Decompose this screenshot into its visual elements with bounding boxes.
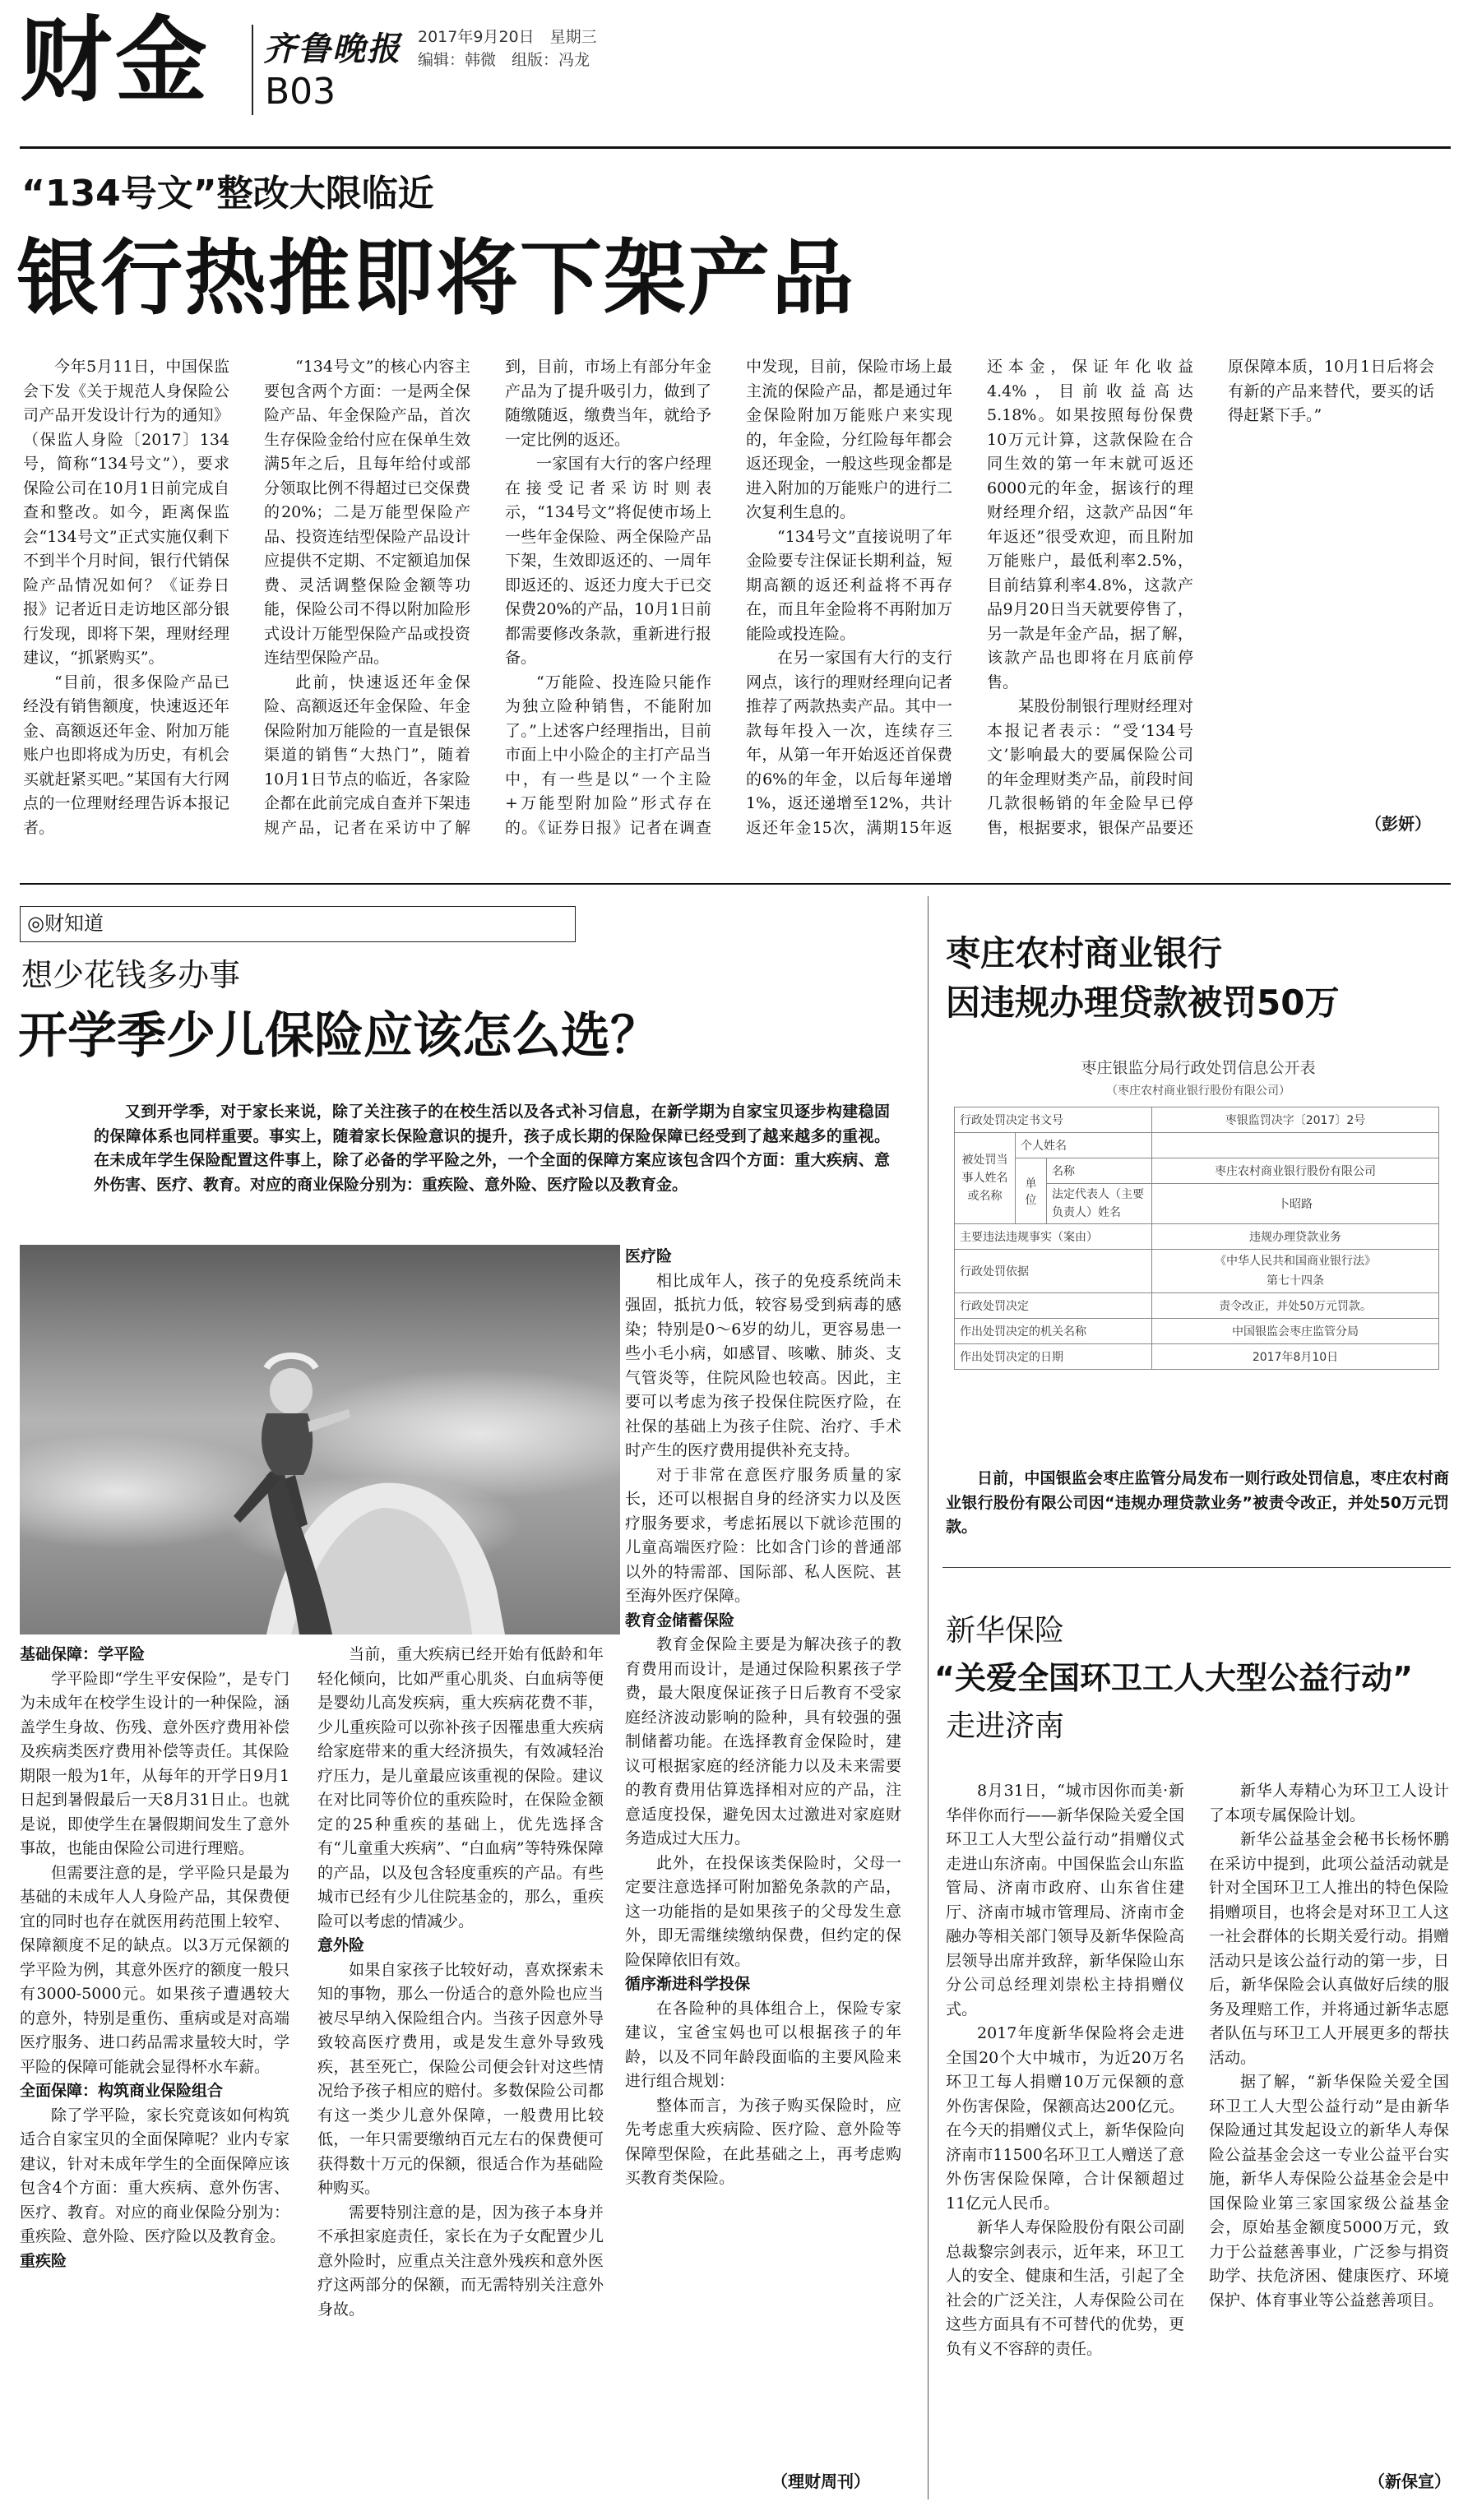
article4-subhead: 走进济南: [946, 1709, 1065, 1743]
cell-fact-value: 违规办理贷款业务: [1152, 1224, 1439, 1250]
penalty-table: [954, 1107, 1439, 1370]
article4-para: 据了解，“新华保险关爱全国环卫工人大型公益行动”是由新华保险通过其发起设立的新华人寿保险公益基金会这一专业公益平台实施，新华人寿保险公益基金会是中国保险业第三家国家级公益基金会，原始基金额度5000万元，致力于公益慈善事业，广泛参与捐资助学、扶危济困、健康医疗、环境保护、体育事业等公益慈善项目。: [1209, 2073, 1449, 2310]
article4-para: 2017年度新华保险将会走进全国20个大中城市，为近20万名环卫工每人捐赠10万元保额的意外伤害保险，保额高达200亿元。在今天的捐赠仪式上，新华保险向济南市11500名环卫工人赠送了意外伤害保险保障，合计保额超过11亿元人民币。: [946, 2024, 1184, 2213]
article2-para: 在各险种的具体组合上，保险专家建议，宝爸宝妈也可以根据孩子的年龄，以及不同年龄段面临的主要风险来进行组合规划：: [625, 1999, 901, 2090]
article2-para: 相比成年人，孩子的免疫系统尚未强固，抵抗力低，较容易受到病毒的感染；特别是0～6岁的幼儿，更容易患一些小毛小病，如感冒、咳嗽、肺炎、支气管炎等，住院风险也较高。因此，主要可以考虑为孩子投保住院医疗险，在社保的基础上为孩子住院、治疗、手术时产生的医疗费用提供补充支持。: [625, 1271, 901, 1459]
cell-doc-no-label: 行政处罚决定书文号: [955, 1107, 1152, 1133]
cell-party-label: 被处罚当事人姓名或名称: [955, 1133, 1016, 1224]
cell-rep-value: 卜昭路: [1152, 1184, 1439, 1224]
cell-name-label: 名称: [1047, 1158, 1152, 1184]
cell-org-label: 作出处罚决定的机关名称: [955, 1319, 1152, 1344]
photo-image: [20, 1245, 620, 1635]
article4-signature: （新保宣）: [1368, 2471, 1451, 2491]
article1-para: “134号文”的核心内容主要包含两个方面：一是两全保险产品、年金保险产品，首次生存保险金给付应在保单生效满5年之后，且每年给付或部分领取比例不得超过已交保费的20%；二是万能型保险产品、投资连结型保险产品设计应提供不定期、不定额追加保费、灵活调整保险金额等功能，保险公司不得以附加险形式设计万能型保险产品或投资连结型保险产品。: [264, 358, 470, 667]
cell-doc-no: 枣银监罚决字〔2017〕2号: [1152, 1107, 1439, 1133]
cell-decision-label: 行政处罚决定: [955, 1293, 1152, 1319]
article4-para: 新华公益基金会秘书长杨怀鹏在采访中提到，此项公益活动就是针对全国环卫工人推出的特色保险捐赠项目，也将会是对环卫工人这一社会群体的长期关爱行动。捐赠活动只是该公益行动的第一步，日后，新华保险会认真做好后续的服务及理赔工作，并将通过新华志愿者队伍与环卫工人开展更多的帮扶活动。: [1209, 1830, 1449, 2067]
cell-basis-label: 行政处罚依据: [955, 1250, 1152, 1293]
page-number: B03: [265, 71, 336, 113]
column-tag: ◎财知道: [20, 906, 576, 942]
article2-para: 整体而言，为孩子购买保险时，应先考虑重大疾病险、医疗险、意外险等保障型保险，在此基础之上，再考虑购买教育类保险。: [625, 2096, 901, 2187]
article1-para: 今年5月11日，中国保监会下发《关于规范人身保险公司产品开发设计行为的通知》（保监人身险〔2017〕134号，简称“134号文”），要求保险公司在10月1日前完成自查和整改。如今，距离保监会“134号文”正式实施仅剩下不到半个月时间，银行代销保险产品情况如何？《证券日报》记者近日走访地区部分银行发现，即将下架，理财经理建议，“抓紧购买”。: [23, 358, 229, 667]
article2-col2: [317, 1643, 604, 2498]
article2-kicker: 想少花钱多办事: [21, 957, 241, 993]
cell-basis-value1: 《中华人民共和国商业银行法》: [1215, 1255, 1376, 1268]
article2-subhead: 教育金储蓄保险: [625, 1611, 735, 1630]
section-title: 财金: [20, 7, 211, 114]
article2-subhead: 医疗险: [625, 1247, 673, 1265]
article2-para: 对于非常在意医疗服务质量的家长，还可以根据自身的经济实力以及医疗服务要求，考虑拓展以下就诊范围的儿童高端医疗险：比如含门诊的普通部以外的特需部、国际部、私人医院、甚至海外医疗保障。: [625, 1465, 901, 1605]
article1-para: 在另一家国有大行的支行网点，该行的理财经理向记者推荐了两款热卖产品。其中一款每年投入一次，连续存三年，从第一年开始返还首保费的6%的年金，以后每年递增1%，返还递增至12%，共计返还年金15次，满期15年返还本金，保证年化收益4.4%，目前收益高达5.18%。如果按照每份保费10万元计算，这款保险在合同生效的第一年末就可返还6000元的年金，据该行的理财经理介绍，这款产品因“年年返还”很受欢迎，而且附加万能账户，最低利率2.5%，目前结算利率4.8%，这款产品9月20日当天就要停售了，另一款是年金产品，据了解，该款产品也即将在月底前停售。: [746, 358, 1193, 837]
article2-subhead: 循序渐进科学投保: [625, 1975, 751, 1993]
article4-para: 新华人寿精心为环卫工人设计了本项专属保险计划。: [1209, 1782, 1449, 1824]
article2-subhead: 基础保障：学平险: [20, 1645, 146, 1663]
penalty-table-subtitle: （枣庄农村商业银行股份有限公司）: [1106, 1084, 1290, 1098]
article4-col1: [946, 1779, 1184, 2495]
article4-para: 8月31日，“城市因你而美·新华伴你而行——新华保险关爱全国环卫工人大型公益行动”捐赠仪式走进山东济南。中国保监会山东监管局、济南市政府、山东省住建厅、济南市城市管理局、济南市金融办等相关部门领导及新华保险高层领导出席并致辞，新华保险山东分公司总经理刘崇松主持捐赠仪式。: [946, 1782, 1184, 2018]
masthead-divider: [252, 25, 253, 115]
article4-para: 新华人寿保险股份有限公司副总裁黎宗剑表示，近年来，环卫工人的安全、健康和生活，引起了全社会的广泛关注，人寿保险公司在这些方面具有不可替代的优势，更负有义不容辞的责任。: [946, 2218, 1184, 2358]
article2-subhead: 全面保障：构筑商业保险组合: [20, 2082, 224, 2100]
editor-line: 编辑：韩微 组版：冯龙: [418, 51, 590, 69]
article2-subhead: 意外险: [317, 1936, 365, 1954]
article1-para: 此前，快速返还年金保险、高额返还年金保险、年金保险附加万能险的一直是银保渠道的销售“大热门”，随着10月1日节点的临近，各家险企都在此前完成自查并下架违规产品，记者在采访中了解到，目前，市场上有部分年金产品为了提升吸引力，做到了随缴随返，缴费当年，就给予一定比例的返还。: [264, 358, 711, 837]
cell-fact-label: 主要违法违规事实（案由）: [955, 1224, 1152, 1250]
mother-child-photo: [20, 1245, 620, 1635]
cell-name-value: 枣庄农村商业银行股份有限公司: [1152, 1158, 1439, 1184]
article1-para: 一家国有大行的客户经理在接受记者采访时则表示，“134号文”将促使市场上一些年金保险、两全保险产品下架，生效即返还的、一周年即返还的、返还力度大于已交保费20%的产品，10月1日前都需要修改条款，重新进行报备。: [505, 455, 711, 667]
cell-unit-label: 单位: [1016, 1158, 1047, 1224]
masthead-rule: [20, 146, 1451, 149]
article2-col1: [20, 1643, 289, 2498]
article2-para: 教育金保险主要是为解决孩子的教育费用而设计，是通过保险积累孩子学费，最大限度保证孩子日后教育不受家庭经济波动影响的险种，具有较强的强制储蓄功能。在选择教育金保险时，建议可根据家庭的经济能力以及未来需要的教育费用估算选择相对应的产品，注意适度投保，避免因太过激进对家庭财务造成过大压力。: [625, 1635, 901, 1847]
article3-headline-line2: 因违规办理贷款被罚50万: [946, 983, 1340, 1023]
cell-individual-value: [1152, 1133, 1439, 1158]
article4-col2: [1209, 1779, 1449, 2462]
newspaper-logo: 齐鲁晚报: [263, 30, 401, 68]
cell-individual-label: 个人姓名: [1016, 1133, 1152, 1158]
penalty-table-title: 枣庄银监分局行政处罚信息公开表: [1081, 1059, 1316, 1077]
article2-col3: [625, 1245, 901, 2465]
article1-headline: 银行热推即将下架产品: [16, 230, 855, 326]
article2-para: 如果自家孩子比较好动，喜欢探索未知的事物，那么一份适合的意外险也应当被尽早纳入保险组合内。当孩子因意外导致较高医疗费用，或是发生意外导致残疾，甚至死亡，保险公司便会针对这些情况给予孩子相应的赔付。多数保险公司都有这一类少儿意外保障，一般费用比较低，一年只需要缴纳百元左右的保费便可获得数十万元的保额，很适合作为基础险种购买。: [317, 1960, 604, 2197]
article2-para: 学平险即“学生平安保险”，是专门为未成年在校学生设计的一种保险，涵盖学生身故、伤残、意外医疗费用补偿及疾病类医疗费用补偿等责任。其保险期限一般为1年，从每年的开学日9月1日起到暑假最后一天8月31日止。也就是说，即使学生在暑假期间发生了意外事故，也能由保险公司进行理赔。: [20, 1669, 289, 1857]
cell-date-label: 作出处罚决定的日期: [955, 1344, 1152, 1370]
article2-para: 除了学平险，家长究竟该如何构筑适合自家宝贝的全面保障呢？业内专家建议，针对未成年学生的全面保障应该包含4个方面：重大疾病、意外伤害、医疗、教育。对应的商业保险分别为：重疾险、意外险、医疗险以及教育金。: [20, 2106, 289, 2245]
article1-rule: [20, 883, 1451, 885]
date-line: 2017年9月20日 星期三: [418, 28, 597, 46]
article2-signature: （理财周刊）: [771, 2471, 870, 2491]
article3-rule: [942, 1567, 1451, 1568]
article1-body: [23, 355, 1434, 855]
article2-para: 但需要注意的是，学平险只是最为基础的未成年人人身险产品，其保费便宜的同时也存在就医用药范围上较窄、保障额度不足的缺点。以3万元保额的学平险为例，其意外医疗的额度一般只有3000-5000元。如果孩子遭遇较大的意外，特别是重伤、重病或是对高端医疗服务、进口药品需求量较大时，学平险的保障可能就会显得杯水车薪。: [20, 1863, 289, 2076]
article2-subhead: 重疾险: [20, 2251, 67, 2270]
article3-summary: 日前，中国银监会枣庄监管分局发布一则行政处罚信息，枣庄农村商业银行股份有限公司因“违规办理贷款业务”被责令改正，并处50万元罚款。: [946, 1469, 1449, 1536]
article1-kicker: “134号文”整改大限临近: [21, 173, 434, 215]
cell-rep-label: 法定代表人（主要负责人）姓名: [1047, 1184, 1152, 1224]
article2-headline: 开学季少儿保险应该怎么选？: [18, 1007, 660, 1065]
article3-headline-line1: 枣庄农村商业银行: [946, 933, 1223, 973]
cell-date-value: 2017年8月10日: [1152, 1344, 1439, 1370]
article1-para: 某股份制银行理财经理对本报记者表示：“受‘134号文’影响最大的要属保险公司的年金理财类产品，前段时间几款很畅销的年金险早已停售，根据要求，银保产品要还原保障本质，10月1日后将会有新的产品来替代，要买的话得赶紧下手。”: [987, 358, 1434, 837]
article2-para: 当前，重大疾病已经开始有低龄和年轻化倾向，比如严重心肌炎、白血病等便是婴幼儿高发疾病，重大疾病花费不菲，少儿重疾险可以弥补孩子因罹患重大疾病给家庭带来的重大经济损失，有效减轻治疗压力，是儿童最应该重视的保险。建议在对比同等价位的重疾险时，在保险金额定的25种重疾的基础上，优先选择含有“儿童重大疾病”、“白血病”等特殊保障的产品，以及包含轻度重疾的产品。有些城市已经有少儿住院基金的，那么，重疾险可以考虑的情减少。: [317, 1645, 604, 1930]
article1-para: “万能险、投连险只能作为独立险种销售，不能附加了。”上述客户经理指出，目前市面上中小险企的主打产品当中，有一些是以“一个主险+万能型附加险”形式存在的。《证券日报》记者在调查中发现，目前，保险市场上最主流的保险产品，都是通过年金保险附加万能账户来实现的，年金险，分红险每年都会返还现金，一般这些现金都是进入附加的万能账户的进行二次复利生息的。: [505, 358, 952, 837]
cell-decision-value: 责令改正，并处50万元罚款。: [1152, 1293, 1439, 1319]
article2-lead: 又到开学季，对于家长来说，除了关注孩子的在校生活以及各式补习信息，在新学期为自家宝贝逐步构建稳固的保障体系也同样重要。事实上，随着家长保险意识的提升，孩子成长期的保险保障已经受到了越来越多的重视。在未成年学生保险配置这件事上，除了必备的学平险之外，一个全面的保障方案应该包含四个方面：重大疾病、意外伤害、医疗、教育。对应的商业保险分别为：重疾险、意外险、医疗险以及教育金。: [94, 1103, 890, 1194]
article4-headline: “关爱全国环卫工人大型公益行动”: [934, 1660, 1413, 1696]
cell-org-value: 中国银监会枣庄监管分局: [1152, 1319, 1439, 1344]
article1-para: “目前，很多保险产品已经没有销售额度，快速返还年金、高额返还年金、附加万能账户也即将成为历史，有机会买就赶紧买吧。”某国有大行网点的一位理财经理告诉本报记者。: [23, 673, 229, 837]
article4-kicker: 新华保险: [946, 1614, 1065, 1648]
cell-basis-value2: 第七十四条: [1267, 1274, 1324, 1288]
article2-para: 需要特别注意的是，因为孩子本身并不承担家庭责任，家长在为子女配置少儿意外险时，应重点关注意外残疾和意外医疗这两部分的保额，而无需特别关注意外身故。: [317, 2203, 604, 2319]
article2-para: 此外，在投保该类保险时，父母一定要注意选择可附加豁免条款的产品，这一功能指的是如果孩子的父母发生意外，即无需继续缴纳保费，但约定的保险保障依旧有效。: [625, 1853, 901, 1969]
article1-signature: （彭妍）: [1365, 814, 1431, 834]
article1-para: “134号文”直接说明了年金险要专注保证长期利益，短期高额的返还利益将不再存在，而且年金险将不再附加万能险或投连险。: [746, 527, 952, 643]
